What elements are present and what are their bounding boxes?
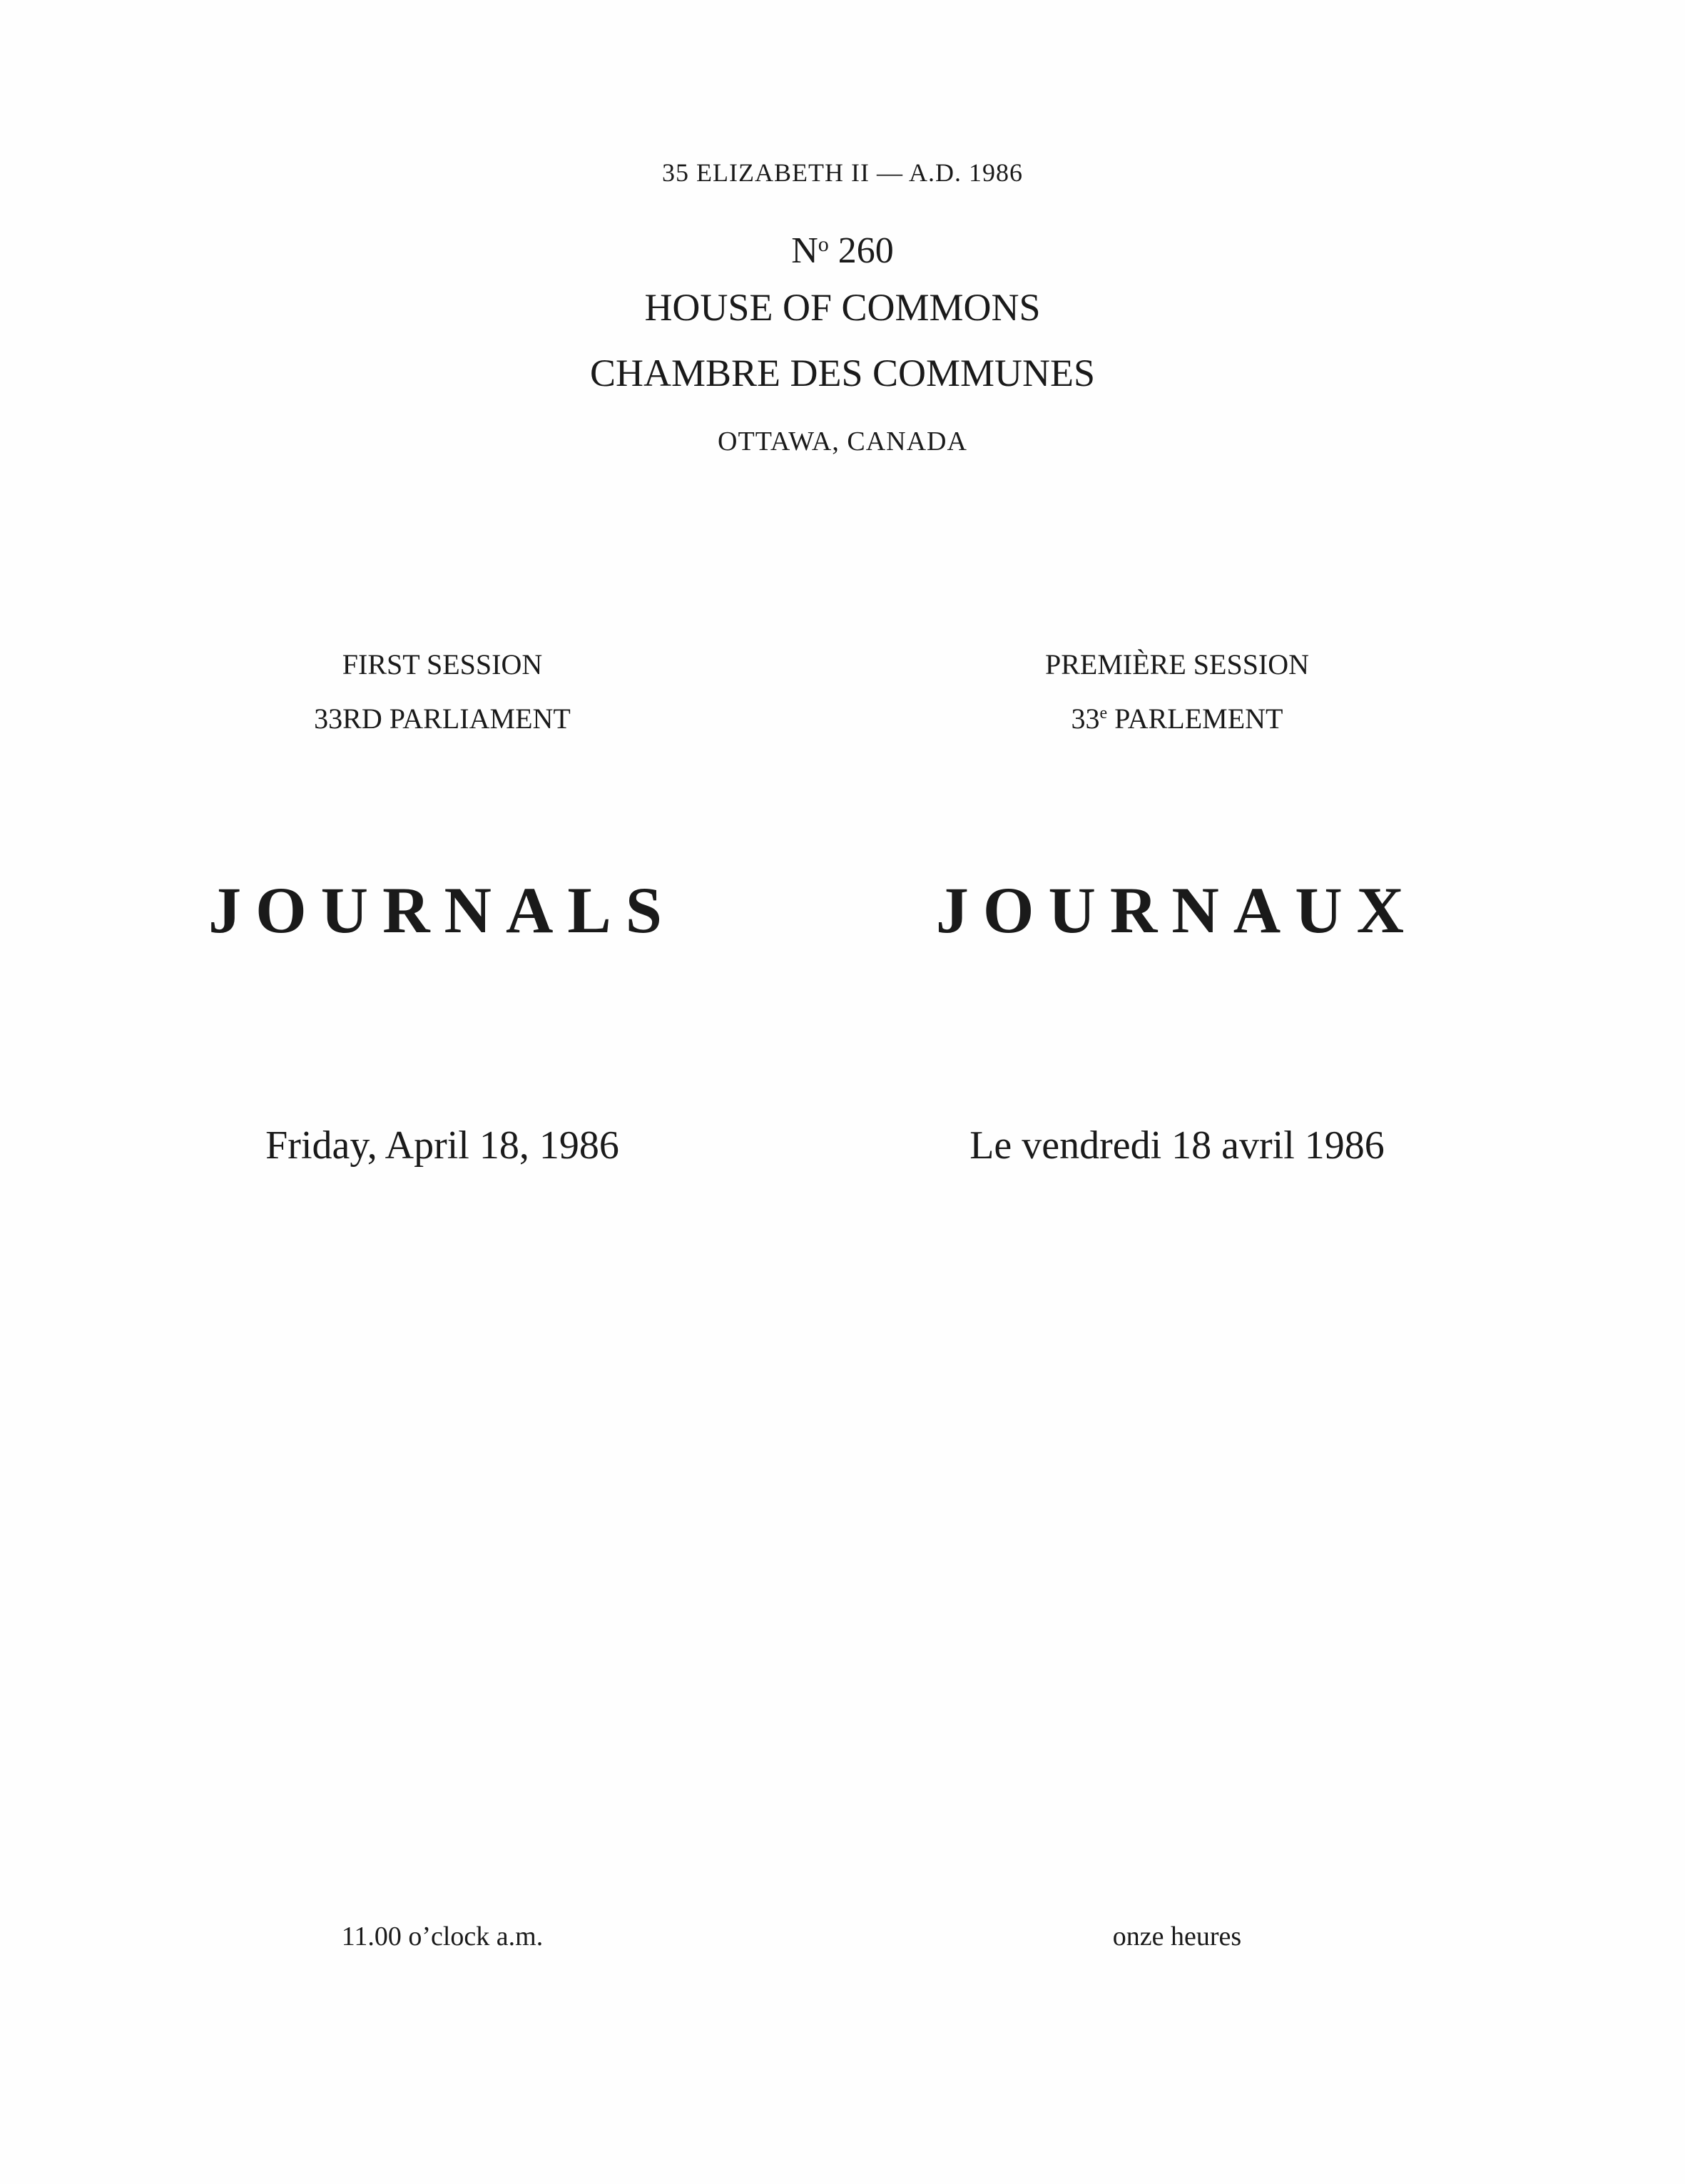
- parliament-french-word: PARLEMENT: [1107, 703, 1283, 735]
- session-french: PREMIÈRE SESSION: [1044, 648, 1310, 680]
- house-name-french: CHAMBRE DES COMMUNES: [589, 352, 1096, 394]
- parliament-french-superscript: e: [1099, 704, 1108, 723]
- house-name-english: HOUSE OF COMMONS: [644, 286, 1041, 329]
- journals-title-french: JOURNAUX: [935, 874, 1419, 946]
- journals-title-english: JOURNALS: [208, 874, 676, 946]
- issue-number-superscript: o: [818, 233, 829, 256]
- parliament-french: [892, 705, 1462, 733]
- sitting-date-english: Friday, April 18, 1986: [265, 1123, 619, 1168]
- sitting-date-french: Le vendredi 18 avril 1986: [969, 1123, 1385, 1168]
- sitting-time-english: 11.00 o’clock a.m.: [341, 1922, 544, 1951]
- parliament-english: 33RD PARLIAMENT: [314, 703, 571, 735]
- sitting-time-french: onze heures: [1112, 1922, 1242, 1951]
- issue-number-prefix: N: [791, 230, 818, 271]
- issue-number-value: 260: [828, 230, 894, 271]
- session-english: FIRST SESSION: [342, 648, 543, 680]
- parliament-french-number: 33: [1071, 703, 1100, 735]
- city-location: OTTAWA, CANADA: [718, 427, 967, 456]
- issue-number: [0, 230, 1685, 271]
- regnal-year: 35 ELIZABETH II — A.D. 1986: [662, 158, 1023, 187]
